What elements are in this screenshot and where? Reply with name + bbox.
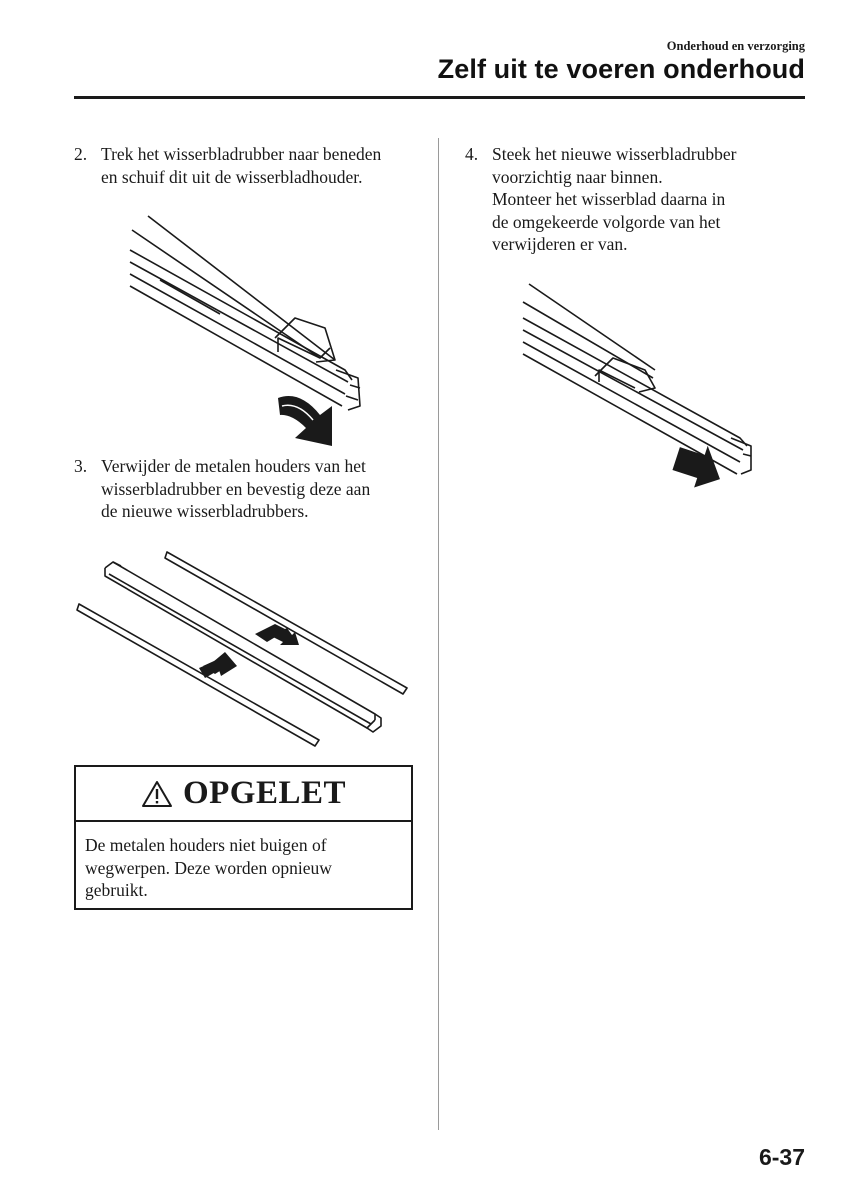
step-3 <box>74 455 424 523</box>
header-rule <box>74 96 805 99</box>
warning-triangle-icon <box>141 780 173 808</box>
arrow-left-icon <box>255 624 299 645</box>
caution-header <box>76 767 411 822</box>
step-text: Steek het nieuwe wisserbladrubber voorzichtig naar binnen. Monteer het wisserblad daarna in de omgekeerde volgorde van het verwijderen er van. <box>492 144 737 254</box>
step-4 <box>465 143 810 257</box>
curved-arrow-icon <box>278 396 332 446</box>
page-number: 6-37 <box>758 1144 805 1170</box>
step-number: 4. <box>465 144 479 164</box>
metal-holders-illustration <box>75 548 415 748</box>
step-text: Trek het wisserbladrubber naar beneden en schuif dit uit de wisserbladhouder. <box>101 144 382 187</box>
step-text: Verwijder de metalen houders van het wisserbladrubber en bevestig deze aan de nieuwe wisserbladrubbers. <box>101 456 371 521</box>
page-title: Zelf uit te voeren onderhoud <box>437 54 805 84</box>
step-2 <box>74 143 424 189</box>
step-number: 2. <box>74 144 88 164</box>
caution-text: De metalen houders niet buigen of wegwerpen. Deze worden opnieuw gebruikt. <box>85 835 332 900</box>
arrow-right-icon <box>199 652 237 678</box>
wiper-blade-insert-illustration <box>515 278 755 493</box>
column-divider <box>438 138 439 1130</box>
section-label: Onderhoud en verzorging <box>666 39 805 53</box>
wiper-blade-removal-illustration <box>120 210 370 455</box>
push-arrow-icon <box>669 438 728 493</box>
caution-title: OPGELET <box>182 775 347 811</box>
step-number: 3. <box>74 456 88 476</box>
caution-box <box>74 765 413 910</box>
